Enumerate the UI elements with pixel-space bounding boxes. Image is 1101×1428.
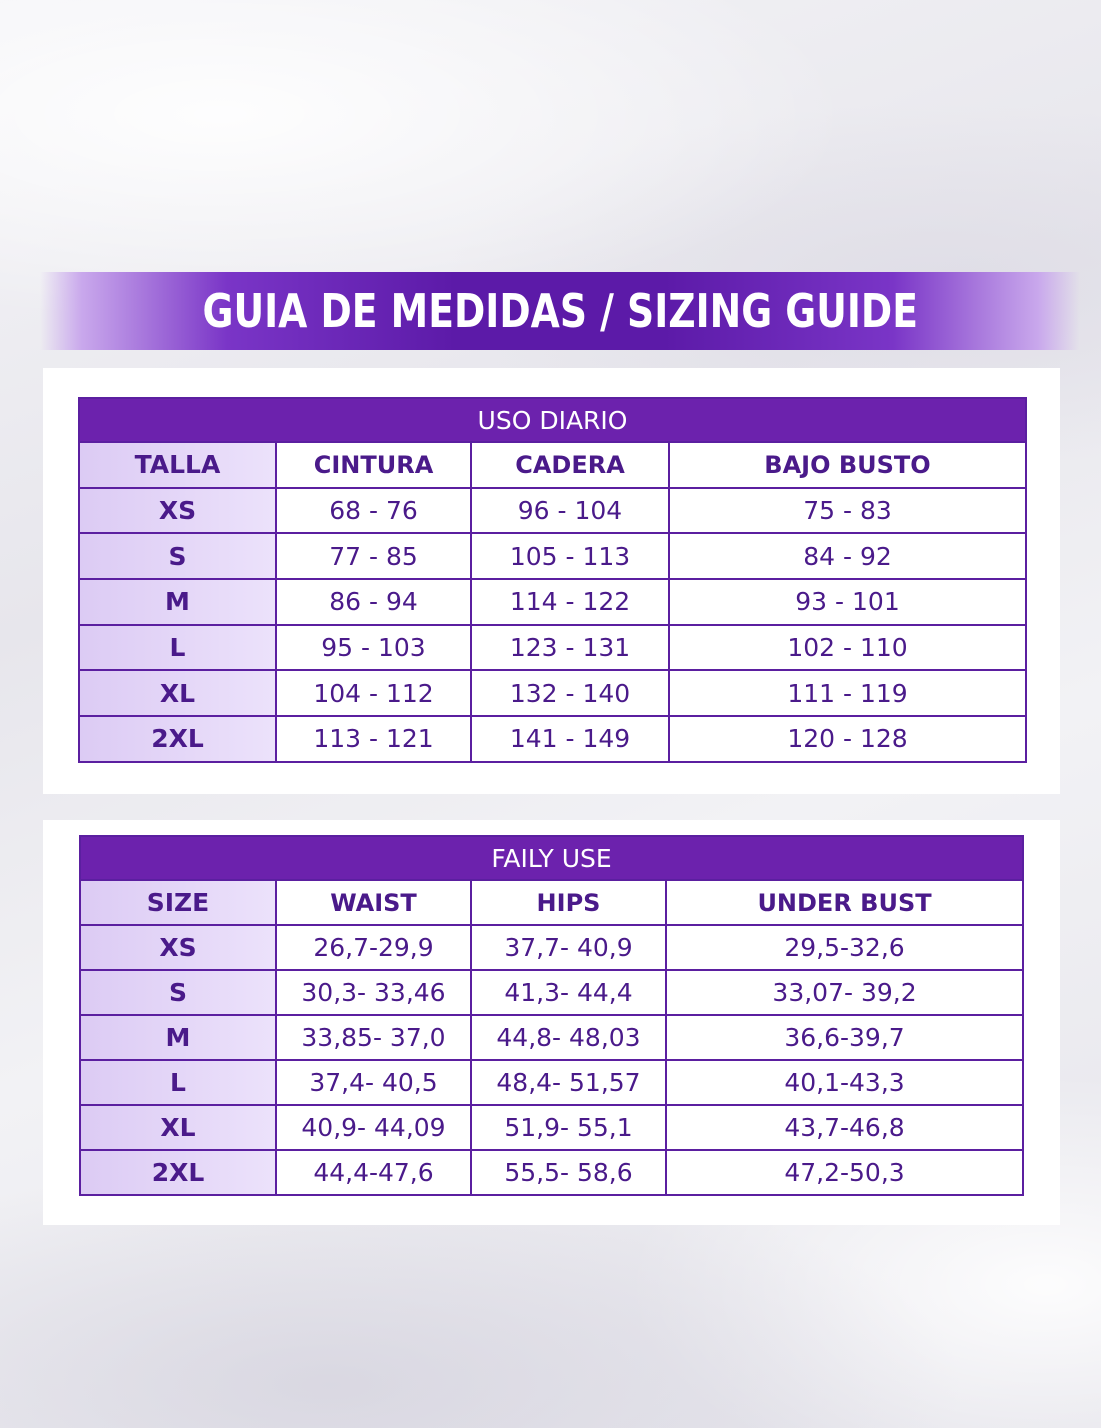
hips-cell: 105 - 113 [471, 533, 669, 579]
waist-cell: 77 - 85 [276, 533, 471, 579]
hips-cell: 51,9- 55,1 [471, 1105, 666, 1150]
size-cell: XL [80, 1105, 276, 1150]
table-row [80, 925, 1023, 970]
table-row [80, 1060, 1023, 1105]
table-caption: USO DIARIO [79, 398, 1026, 442]
under-bust-cell: 43,7-46,8 [666, 1105, 1023, 1150]
hips-cell: 132 - 140 [471, 670, 669, 716]
size-cell: M [80, 1015, 276, 1060]
hips-cell: 96 - 104 [471, 488, 669, 534]
size-cell: S [80, 970, 276, 1015]
size-card-english [43, 820, 1060, 1225]
hips-cell: 41,3- 44,4 [471, 970, 666, 1015]
under-bust-cell: 33,07- 39,2 [666, 970, 1023, 1015]
table-row [79, 670, 1026, 716]
size-cell: XL [79, 670, 276, 716]
size-cell: XS [80, 925, 276, 970]
waist-cell: 104 - 112 [276, 670, 471, 716]
table-row [79, 533, 1026, 579]
under-bust-cell: 40,1-43,3 [666, 1060, 1023, 1105]
page-title: GUIA DE MEDIDAS / SIZING GUIDE [202, 284, 918, 338]
size-cell: XS [79, 488, 276, 534]
header-size: SIZE [80, 880, 276, 925]
size-table-spanish [78, 397, 1027, 763]
table-row [79, 716, 1026, 762]
under-bust-cell: 84 - 92 [669, 533, 1026, 579]
under-bust-cell: 47,2-50,3 [666, 1150, 1023, 1195]
table-caption: FAILY USE [80, 836, 1023, 880]
hips-cell: 55,5- 58,6 [471, 1150, 666, 1195]
hips-cell: 123 - 131 [471, 625, 669, 671]
table-row [80, 1150, 1023, 1195]
waist-cell: 40,9- 44,09 [276, 1105, 471, 1150]
hips-cell: 44,8- 48,03 [471, 1015, 666, 1060]
size-cell: L [80, 1060, 276, 1105]
table-row [80, 1105, 1023, 1150]
size-card-spanish [43, 368, 1060, 794]
header-under-bust: UNDER BUST [666, 880, 1023, 925]
table-row [79, 625, 1026, 671]
table-row [79, 579, 1026, 625]
waist-cell: 30,3- 33,46 [276, 970, 471, 1015]
size-table-english [79, 835, 1024, 1196]
under-bust-cell: 120 - 128 [669, 716, 1026, 762]
title-banner [40, 272, 1080, 350]
waist-cell: 113 - 121 [276, 716, 471, 762]
table-row [79, 488, 1026, 534]
waist-cell: 86 - 94 [276, 579, 471, 625]
hips-cell: 48,4- 51,57 [471, 1060, 666, 1105]
header-row [80, 880, 1023, 925]
under-bust-cell: 102 - 110 [669, 625, 1026, 671]
header-size: TALLA [79, 442, 276, 488]
header-under-bust: BAJO BUSTO [669, 442, 1026, 488]
under-bust-cell: 93 - 101 [669, 579, 1026, 625]
hips-cell: 141 - 149 [471, 716, 669, 762]
waist-cell: 26,7-29,9 [276, 925, 471, 970]
under-bust-cell: 111 - 119 [669, 670, 1026, 716]
waist-cell: 68 - 76 [276, 488, 471, 534]
size-cell: 2XL [80, 1150, 276, 1195]
waist-cell: 95 - 103 [276, 625, 471, 671]
table-row [80, 970, 1023, 1015]
size-cell: L [79, 625, 276, 671]
size-cell: M [79, 579, 276, 625]
waist-cell: 37,4- 40,5 [276, 1060, 471, 1105]
header-hips: CADERA [471, 442, 669, 488]
waist-cell: 33,85- 37,0 [276, 1015, 471, 1060]
size-cell: 2XL [79, 716, 276, 762]
header-waist: CINTURA [276, 442, 471, 488]
hips-cell: 114 - 122 [471, 579, 669, 625]
under-bust-cell: 36,6-39,7 [666, 1015, 1023, 1060]
header-hips: HIPS [471, 880, 666, 925]
size-cell: S [79, 533, 276, 579]
header-row [79, 442, 1026, 488]
table-row [80, 1015, 1023, 1060]
under-bust-cell: 75 - 83 [669, 488, 1026, 534]
hips-cell: 37,7- 40,9 [471, 925, 666, 970]
header-waist: WAIST [276, 880, 471, 925]
waist-cell: 44,4-47,6 [276, 1150, 471, 1195]
under-bust-cell: 29,5-32,6 [666, 925, 1023, 970]
